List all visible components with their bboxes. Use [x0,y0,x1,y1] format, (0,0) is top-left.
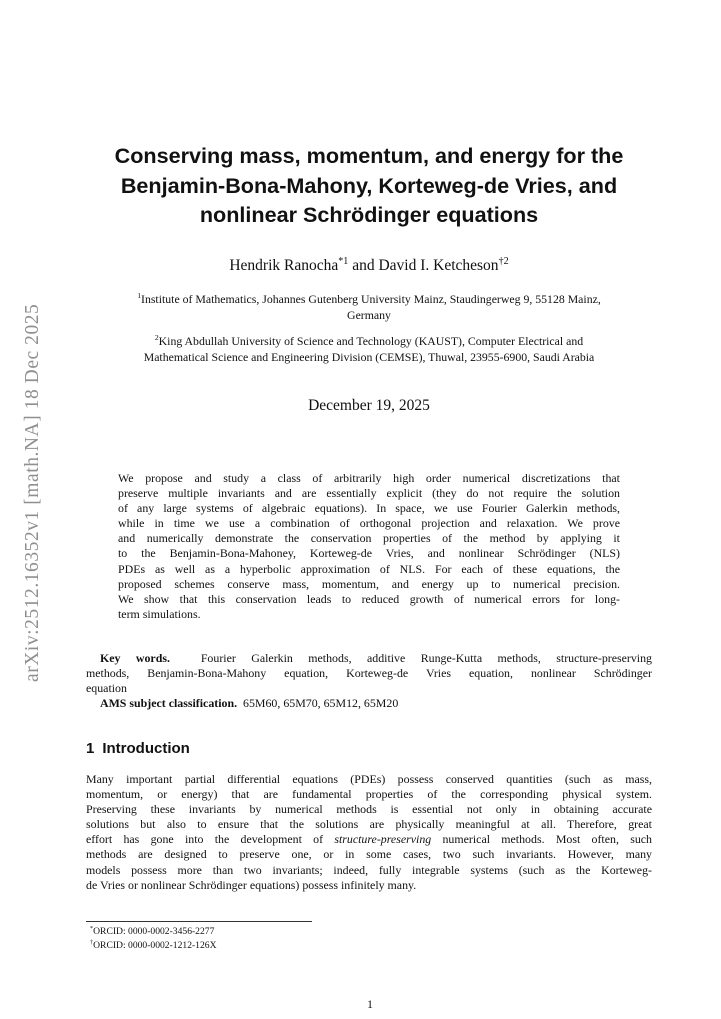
abstract-line: We propose and study a class of arbitrarily high order numerical discretizations that [118,471,620,485]
intro-line: de Vries or nonlinear Schrödinger equations) possess infinitely many. [86,877,417,892]
intro-line: Preserving these invariants by numerical methods is essential not only in obtaining accurate [86,802,652,817]
abstract-line: to the Benjamin-Bona-Mahoney, Korteweg-de Vries, and nonlinear Schrödinger (NLS) [118,546,620,561]
intro-line: solutions but also to ensure that the solutions are physically meaningful at all. Therefore, great [86,817,652,832]
abstract-line: PDEs as well as a hyperbolic approximation of NLS. For each of these equations, the [118,561,620,576]
footnote-orcid-2 [90,940,217,952]
intro-line: models possess more than two invariants; indeed, fully integrable systems (such as the Korteweg- [86,862,652,877]
section-number: 1 [86,740,95,757]
footnote-orcid-1 [90,926,214,938]
introduction-paragraph [86,772,652,893]
ams-label: AMS subject classification. [100,696,238,711]
abstract [118,471,620,622]
arxiv-identifier: arXiv:2512.16352v1 [math.NA] 18 Dec 2025 [22,303,43,682]
affiliation-2 [82,333,656,365]
keywords-text: Fourier Galerkin methods, additive Runge-Kutta methods, structure-preserving [200,651,653,665]
keywords-line [86,651,652,666]
section-title: Introduction [102,740,190,757]
ams-line [86,696,652,711]
affiliation-mark: 2 [154,333,159,343]
intro-line: momentum, or energy) that are fundamental properties of the corresponding physical system. [86,787,652,802]
author-name: Hendrik Ranocha [229,257,339,274]
keywords-block [86,651,652,711]
footnote-mark: * [90,924,94,932]
affiliation-line [82,291,656,307]
title-line: Conserving mass, momentum, and energy for the [114,143,624,168]
affiliation-line: Germany [347,308,391,322]
intro-text [86,832,652,847]
abstract-line: proposed schemes conserve mass, momentum, and energy up to numerical precision. [118,576,620,591]
intro-line: methods are designed to preserve one, or in some cases, two such invariants. However, many [86,847,652,862]
abstract-line: and numerically demonstrate the conservation properties of the method by applying it [118,531,620,546]
footnote-mark: † [90,938,94,946]
author-mark: †2 [498,255,509,267]
intro-line: Many important partial differential equations (PDEs) possess conserved quantities (such as mass, [86,772,652,786]
affiliation-1 [82,291,656,323]
emphasis-term: structure-preserving [334,832,432,847]
author-name: David I. Ketcheson [378,257,499,274]
author-connector: and [348,257,379,274]
intro-line [86,832,652,847]
intro-text-part: numerical methods. Most often, such [431,832,652,847]
keywords-line: equation [86,681,127,696]
affiliation-text: King Abdullah University of Science and Technology (KAUST), Computer Electrical and [158,334,584,348]
footnote-text: ORCID: 0000-0002-1212-126X [93,940,217,951]
abstract-line: while in time we use a combination of orthogonal projection and relaxation. We prove [118,516,620,531]
affiliation-mark: 1 [137,291,142,301]
abstract-line: of any large systems of algebraic equations). In space, we use Fourier Galerkin methods, [118,501,620,516]
affiliation-line: Mathematical Science and Engineering Division (CEMSE), Thuwal, 23955-6900, Saudi Arabia [143,350,595,364]
paper-date: December 19, 2025 [308,397,430,414]
affiliation-line [82,333,656,349]
abstract-line: preserve multiple invariants and are essentially explicit (they do not require the solution [118,486,620,501]
affiliation-text: Institute of Mathematics, Johannes Gutenberg University Mainz, Staudingerweg 9, 55128 Mainz, [141,292,601,306]
ams-codes: 65M60, 65M70, 65M12, 65M20 [243,696,399,711]
page-number: 1 [367,997,373,1011]
intro-text-part: effort has gone into the development of [86,832,335,847]
keywords-label: Key words. [100,651,170,665]
paper-title [60,141,678,230]
abstract-line: term simulations. [118,606,201,621]
footnote-text: ORCID: 0000-0002-3456-2277 [93,926,215,937]
title-line: nonlinear Schrödinger equations [199,202,539,227]
footnote-rule [86,921,312,922]
author-list [70,257,668,275]
author-mark: *1 [338,255,349,267]
title-line: Benjamin-Bona-Mahony, Korteweg-de Vries, and [120,172,618,198]
section-heading [86,740,190,757]
keywords-line: methods, Benjamin-Bona-Mahony equation, Korteweg-de Vries equation, nonlinear Schrödinger [86,666,652,681]
abstract-line: We show that this conservation leads to reduced growth of numerical errors for long- [118,591,620,606]
